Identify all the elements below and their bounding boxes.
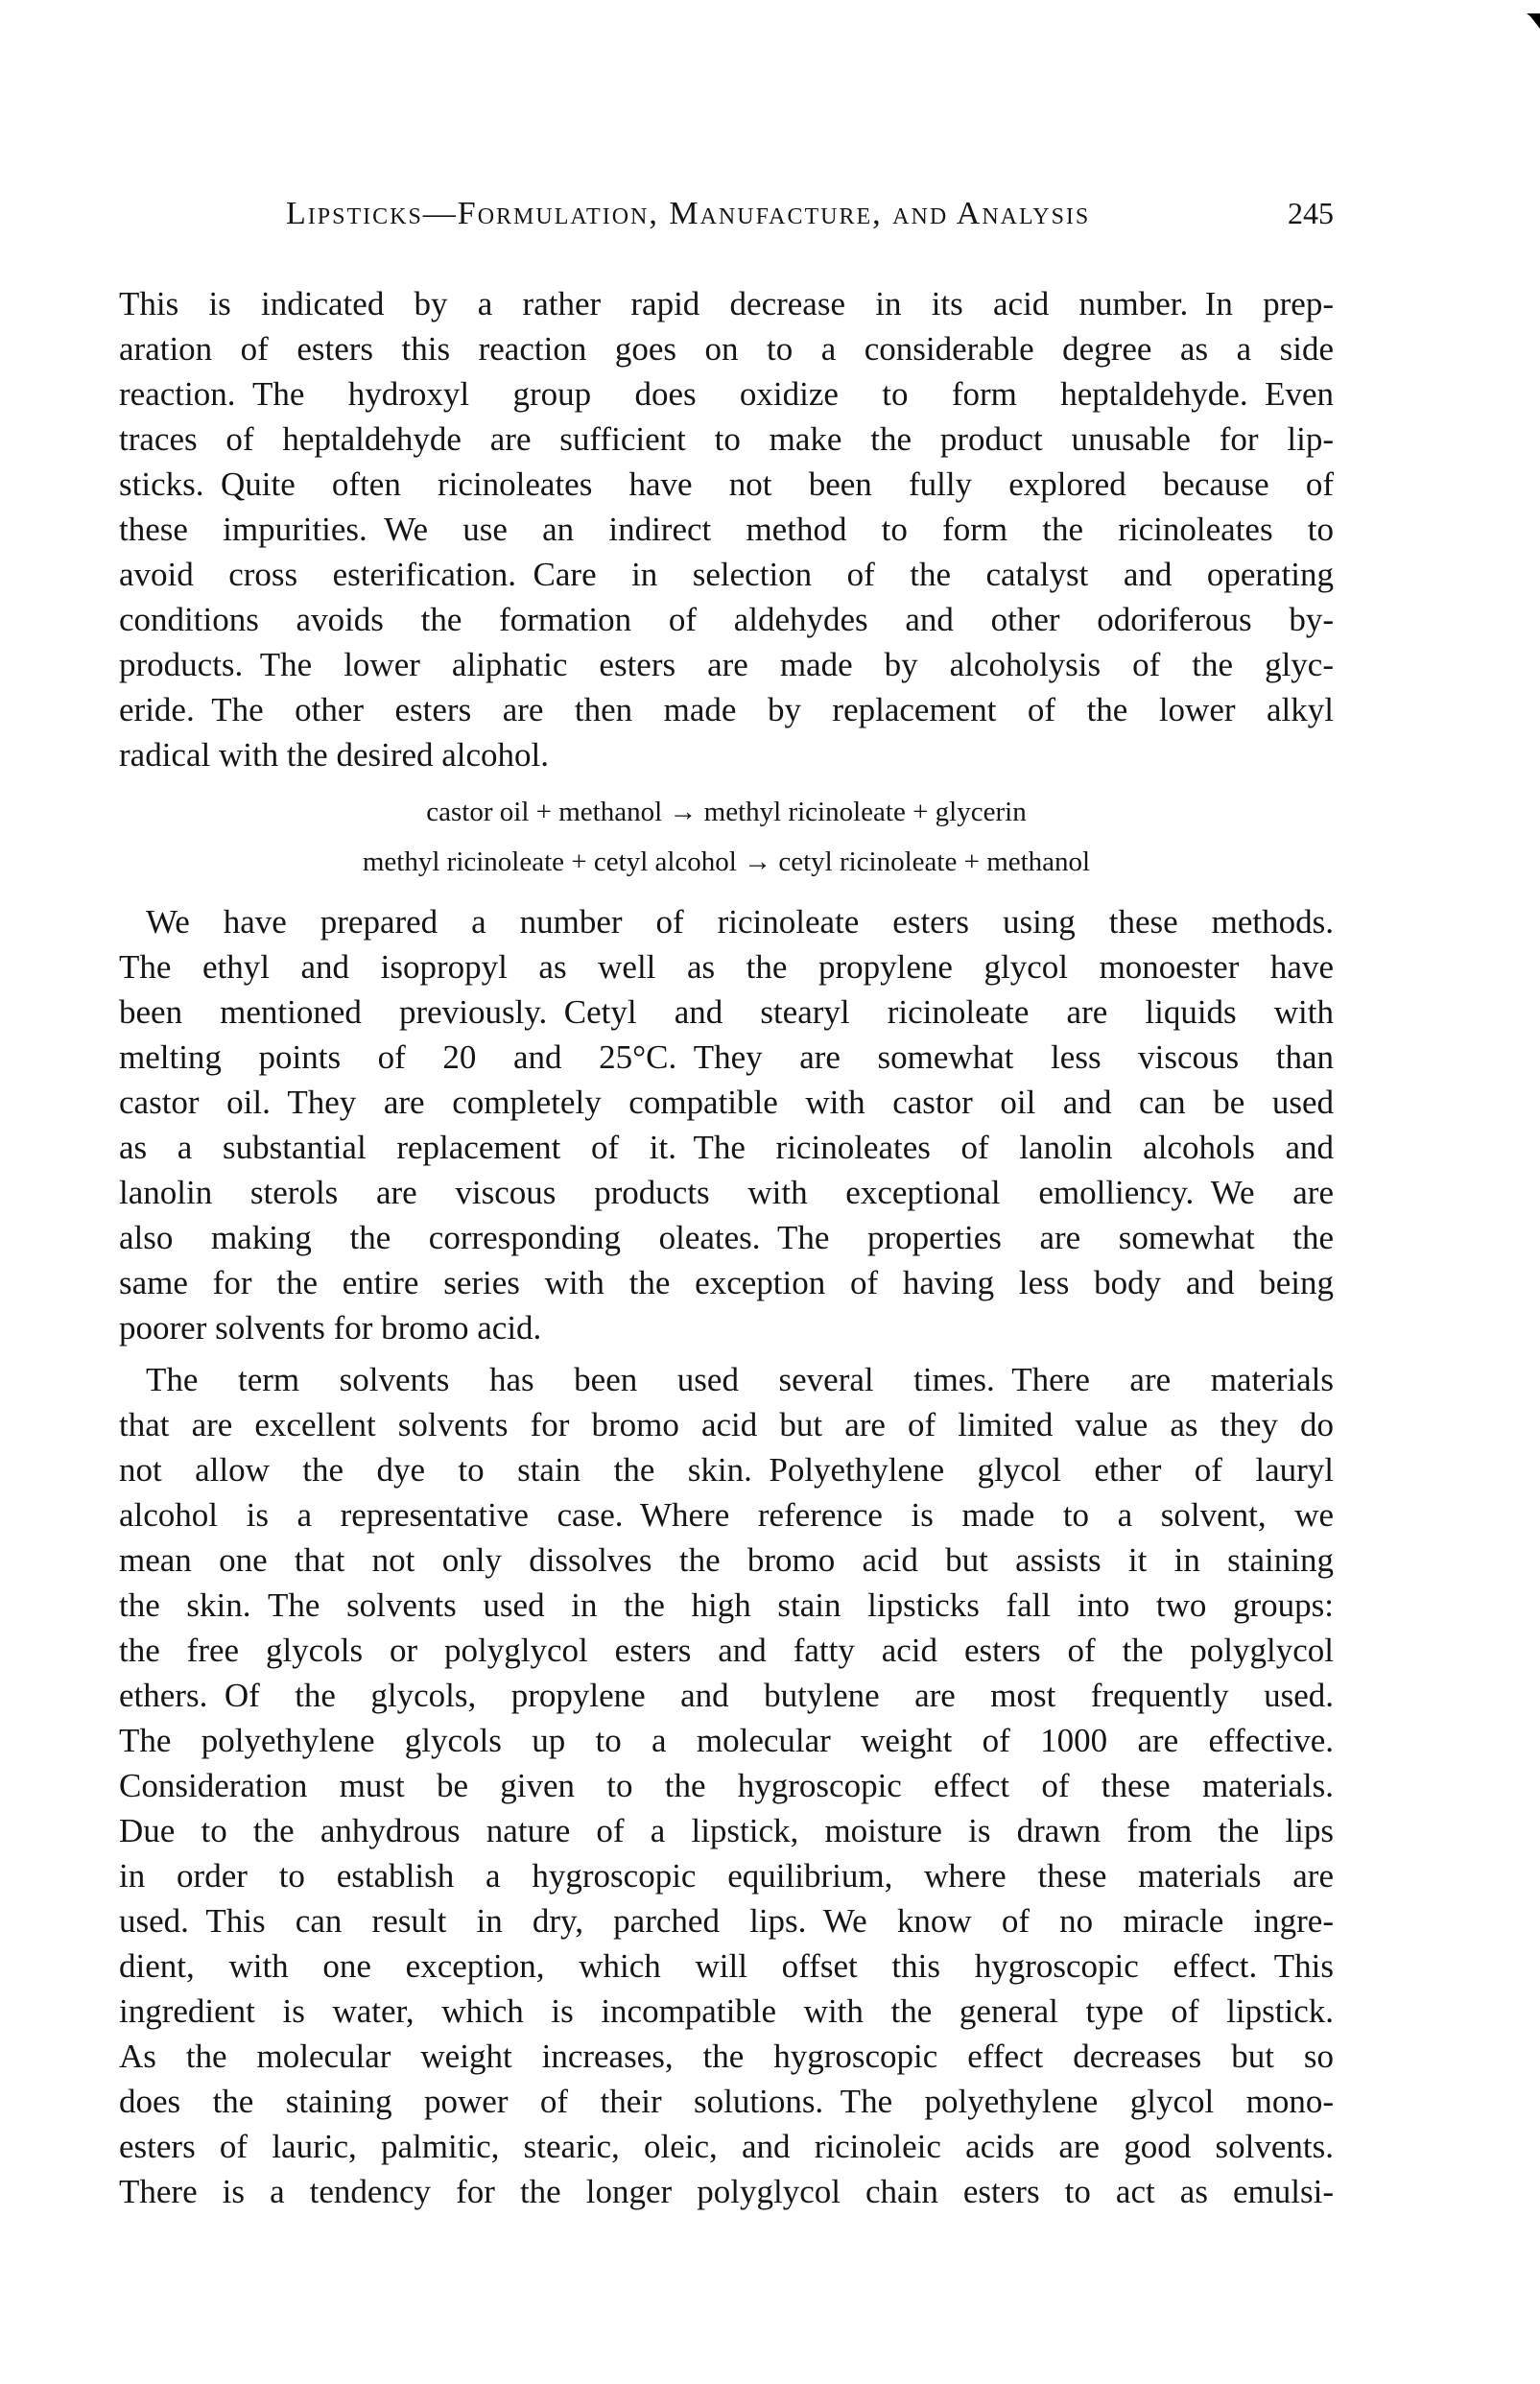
text-line: sticks. Quite often ricinoleates have not been fully explored because of <box>119 465 1334 503</box>
text-line: castor oil + methanol → methyl ricinoleate + glycerin <box>426 797 1027 827</box>
page-number: 245 <box>1288 196 1334 230</box>
paragraph-ricinoleate-esters <box>119 899 1334 1350</box>
text-line: We have prepared a number of ricinoleate esters using these methods. <box>146 903 1334 941</box>
text-line: melting points of 20 and 25°C. They are somewhat less viscous than <box>119 1038 1334 1076</box>
paragraph-solvents <box>119 1357 1334 2214</box>
text-line: ethers. Of the glycols, propylene and butylene are most frequently used. <box>119 1677 1334 1714</box>
text-line: traces of heptaldehyde are sufficient to make the product unusable for lip- <box>119 420 1334 458</box>
text-line: The polyethylene glycols up to a molecular weight of 1000 are effective. <box>119 1722 1334 1759</box>
text-line: eride. The other esters are then made by replacement of the lower alkyl <box>119 691 1334 728</box>
text-line: aration of esters this reaction goes on to a considerable degree as a side <box>119 330 1334 368</box>
text-line: does the staining power of their solutions. The polyethylene glycol mono- <box>119 2083 1334 2120</box>
text-line: these impurities. We use an indirect method to form the ricinoleates to <box>119 511 1334 548</box>
text-line: methyl ricinoleate + cetyl alcohol → cetyl ricinoleate + methanol <box>362 846 1091 877</box>
text-line: The ethyl and isopropyl as well as the propylene glycol monoester have <box>119 948 1334 986</box>
text-line: reaction. The hydroxyl group does oxidize to form heptaldehyde. Even <box>119 375 1334 413</box>
running-header <box>119 196 1334 232</box>
text-line: the free glycols or polyglycol esters and fatty acid esters of the polyglycol <box>119 1632 1334 1669</box>
text-line: been mentioned previously. Cetyl and stearyl ricinoleate are liquids with <box>119 993 1334 1031</box>
text-line: the skin. The solvents used in the high stain lipsticks fall into two groups: <box>119 1586 1334 1624</box>
scan-corner-artifact <box>1527 13 1540 29</box>
text-line: lanolin sterols are viscous products with exceptional emolliency. We are <box>119 1174 1334 1211</box>
text-line: avoid cross esterification. Care in selection of the catalyst and operating <box>119 556 1334 593</box>
running-header-title: Lipsticks—Formulation, Manufacture, and Analysis <box>286 196 1091 231</box>
text-line: mean one that not only dissolves the bromo acid but assists it in staining <box>119 1541 1334 1579</box>
paragraph-acid-number <box>119 281 1334 777</box>
text-line: There is a tendency for the longer polyglycol chain esters to act as emulsi- <box>119 2173 1334 2210</box>
text-line: same for the entire series with the exception of having less body and being <box>119 1264 1334 1301</box>
text-line: castor oil. They are completely compatible with castor oil and can be used <box>119 1084 1334 1121</box>
text-line: Consideration must be given to the hygroscopic effect of these materials. <box>119 1767 1334 1804</box>
text-line: esters of lauric, palmitic, stearic, oleic, and ricinoleic acids are good solvents. <box>119 2128 1334 2165</box>
chemical-equations <box>119 787 1334 887</box>
text-line: dient, with one exception, which will offset this hygroscopic effect. This <box>119 1947 1334 1985</box>
text-line: This is indicated by a rather rapid decrease in its acid number. In prep- <box>119 285 1334 322</box>
text-line: conditions avoids the formation of aldehydes and other odoriferous by- <box>119 601 1334 638</box>
text-line: not allow the dye to stain the skin. Polyethylene glycol ether of lauryl <box>119 1451 1334 1489</box>
text-line: alcohol is a representative case. Where reference is made to a solvent, we <box>119 1496 1334 1534</box>
text-line: products. The lower aliphatic esters are made by alcoholysis of the glyc- <box>119 646 1334 683</box>
text-line: As the molecular weight increases, the hygroscopic effect decreases but so <box>119 2038 1334 2075</box>
text-line: The term solvents has been used several times. There are materials <box>146 1361 1334 1398</box>
text-line: also making the corresponding oleates. The properties are somewhat the <box>119 1219 1334 1256</box>
text-line: as a substantial replacement of it. The ricinoleates of lanolin alcohols and <box>119 1129 1334 1166</box>
text-line: radical with the desired alcohol. <box>119 736 550 774</box>
text-line: that are excellent solvents for bromo acid but are of limited value as they do <box>119 1406 1334 1443</box>
text-line: in order to establish a hygroscopic equilibrium, where these materials are <box>119 1857 1334 1895</box>
text-line: Due to the anhydrous nature of a lipstick, moisture is drawn from the lips <box>119 1812 1334 1849</box>
text-line: used. This can result in dry, parched lips. We know of no miracle ingre- <box>119 1902 1334 1940</box>
text-line: ingredient is water, which is incompatible with the general type of lipstick. <box>119 1992 1334 2030</box>
text-line: poorer solvents for bromo acid. <box>119 1309 542 1347</box>
